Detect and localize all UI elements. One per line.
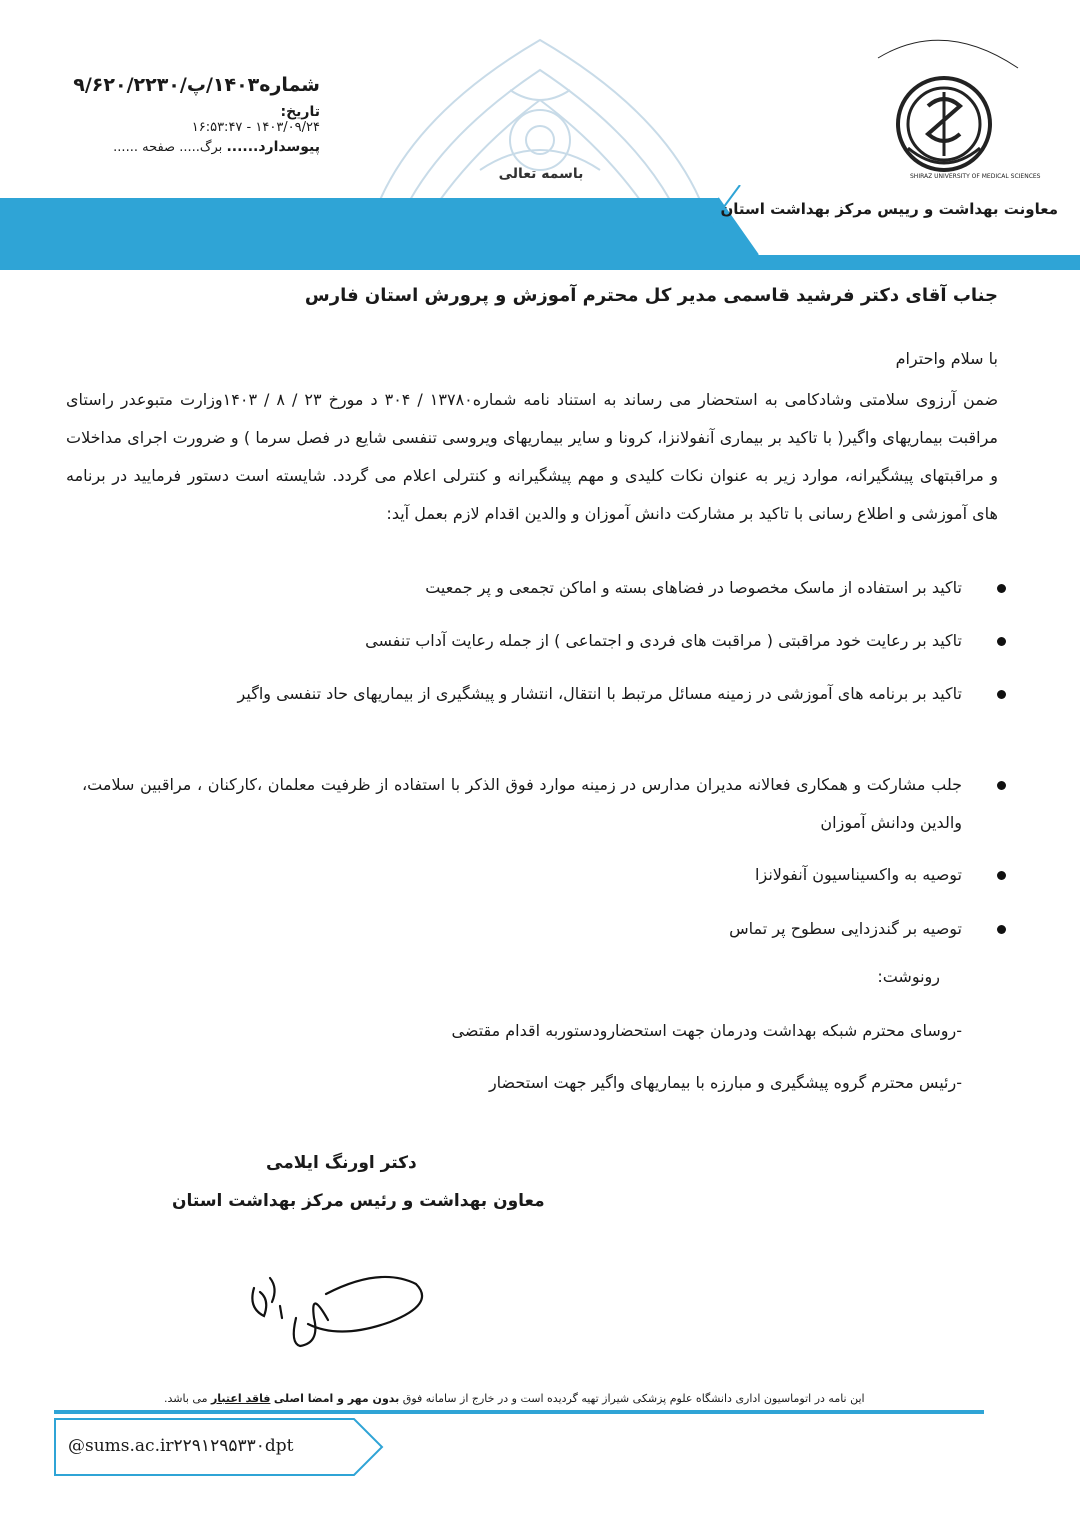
bullet-dot [997, 584, 1006, 593]
list-item-text: توصیه به واکسیناسیون آنفولانزا [755, 865, 962, 884]
bullet-dot [997, 637, 1006, 646]
footer-note [164, 1392, 865, 1405]
signer-title: معاون بهداشت و رئیس مرکز بهداشت استان [172, 1191, 545, 1211]
footer-divider [54, 1410, 984, 1414]
cc-label: رونوشت: [877, 967, 940, 986]
cc-item: -روسای محترم شبکه بهداشت ودرمان جهت استحضارودستوربه اقدام مقتضی [451, 1021, 962, 1040]
list-item-text: تاکید بر برنامه های آموزشی در زمینه مسائل مرتبط با انتقال، انتشار و پیشگیری از بیماریهای حاد تنفسی واگیر [237, 684, 962, 703]
body-paragraph: ضمن آرزوی سلامتی وشادکامی به استحضار می رساند به استناد نامه شماره۱۳۷۸۰ / ۳۰۴ د مورخ ۲۳ / ۸ / ۱۴۰۳وزارت متبوعدر راستای مراقبت بیماریهای واگیر( با تاکید بر بیماری آنفولانزا، کرونا و سایر بیماریهای ویروسی تنفسی شایع در فصل سرما ) و ضرورت اجرای مداخلات و مراقبتهای پیشگیرانه، موارد زیر به عنوان نکات کلیدی و مهم پیشگیرانه و کنترلی اعلام می گردد. شایسته است دستور فرمایید در برنامه های آموزشی و اطلاع رسانی با تاکید بر مشارکت دانش آموزان و والدین اقدام لازم بعمل آید: [66, 390, 999, 523]
list-item [82, 856, 962, 894]
bullet-dot [997, 690, 1006, 699]
email-address[interactable]: @sums.ac.ir۲۲۹۱۲۹۵۳۳۰dpt [68, 1436, 294, 1456]
bullet-dot [997, 925, 1006, 934]
attachment-row [60, 139, 320, 155]
list-item-text: تاکید بر استفاده از ماسک مخصوصا در فضاهای بسته و اماکن تجمعی و پر جمعیت [425, 578, 962, 597]
basmala: باسمه تعالی [498, 166, 584, 182]
list-item [82, 766, 962, 842]
university-logo [848, 28, 1048, 188]
greeting: با سلام واحترام [895, 349, 998, 368]
list-item-text: توصیه بر گندزدایی سطوح پر تماس [729, 919, 962, 938]
signature-image [240, 1258, 440, 1358]
footer-note-c: فاقد اعتبار [210, 1392, 271, 1405]
footer-note-d: می باشد. [164, 1392, 208, 1405]
date-row [60, 104, 320, 120]
logo-text: SHIRAZ UNIVERSITY OF MEDICAL SCIENCES [910, 173, 1041, 180]
list-item-text: جلب مشارکت و همکاری فعالانه مدیران مدارس در زمینه موارد فوق الذکر با استفاده از ظرفیت معلمان ،کارکنان ، مراقبین سلامت، والدین ودانش آموزان [82, 775, 962, 832]
list-item [82, 569, 962, 607]
list-item [82, 910, 962, 948]
date-value: ۱۴۰۳/۰۹/۲۴ - ۱۶:۵۳:۴۷ [191, 120, 320, 135]
date-label: تاریخ: [280, 104, 320, 120]
attachment-label: پیوسدارد...... [226, 139, 320, 155]
department-title: معاونت بهداشت و رییس مرکز بهداشت استان [720, 200, 1058, 218]
reference-block [60, 74, 320, 155]
bullet-dot [997, 871, 1006, 880]
list-item [82, 675, 962, 713]
footer-note-b: بدون مهر و امضا اصلی [273, 1392, 400, 1405]
cc-item: -رئیس محترم گروه پیشگیری و مبارزه با بیماریهای واگیر جهت استحضار [488, 1073, 962, 1092]
signer-name: دکتر اورنگ ایلامی [266, 1153, 417, 1173]
header-banner [0, 185, 1080, 270]
bullet-dot [997, 781, 1006, 790]
reference-number: شماره۱۴۰۳/پ/۹/۶۲۰/۲۲۳۰ [73, 74, 320, 96]
date-value-row [60, 120, 320, 135]
footer-note-a: این نامه در اتوماسیون اداری دانشگاه علوم پزشکی شیراز تهیه گردیده است و در خارج از سامانه فوق [402, 1392, 865, 1405]
list-item-text: تاکید بر رعایت خود مراقبتی ( مراقبت های فردی و اجتماعی ) از جمله رعایت آداب تنفسی [365, 631, 962, 650]
recipient-line: جناب آقای دکتر فرشید قاسمی مدیر کل محترم آموزش و پرورش استان فارس [304, 285, 998, 306]
page-label: برگ..... صفحه ...... [113, 140, 223, 155]
list-item [82, 622, 962, 660]
